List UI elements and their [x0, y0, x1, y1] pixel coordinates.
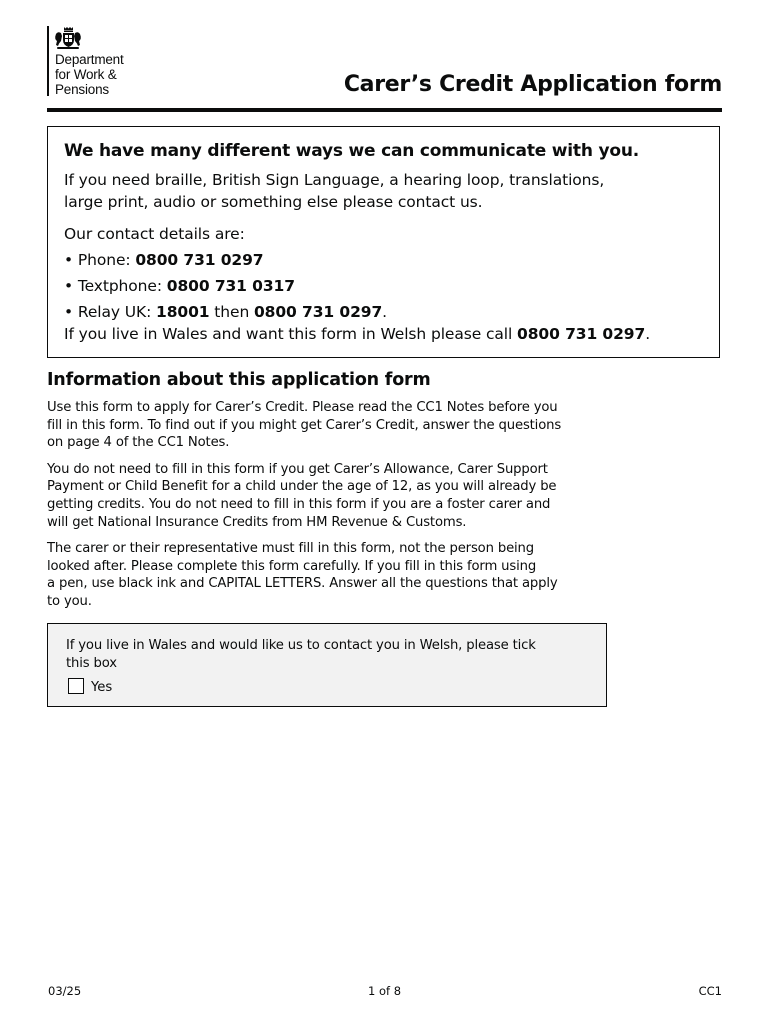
welsh-call-text: If you live in Wales and want this form in Welsh please call [64, 325, 518, 343]
relay-then: then [209, 303, 254, 321]
welsh-contact-line-2: this box [66, 655, 117, 671]
info-p2-line-1: You do not need to fill in this form if you get Carer’s Allowance, Carer Support [47, 461, 548, 477]
info-heading: Information about this application form [47, 370, 431, 390]
info-p2-line-4: will get National Insurance Credits from HM Revenue & Customs. [47, 514, 467, 530]
footer-page-number: 1 of 8 [368, 984, 402, 998]
footer-form-code: CC1 [698, 984, 722, 998]
logo-line-1: Department [55, 52, 124, 67]
logo-rule [47, 26, 49, 96]
relay-label: • Relay UK: [64, 303, 157, 321]
form-title: Carer’s Credit Application form [343, 72, 722, 97]
relay-prefix: 18001 [156, 303, 210, 321]
info-p1-line-2: fill in this form. To find out if you might get Carer’s Credit, answer the questions [47, 417, 562, 433]
welsh-yes-option [66, 676, 588, 696]
welsh-yes-checkbox[interactable] [68, 678, 84, 694]
info-paragraph-2 [47, 461, 607, 531]
welsh-contact-box [47, 623, 607, 707]
royal-crest-icon [53, 25, 83, 51]
welsh-contact-text [66, 637, 588, 672]
info-paragraph-3 [47, 540, 607, 610]
info-body [47, 399, 607, 620]
logo-line-3: Pensions [55, 82, 109, 97]
contact-relay [64, 301, 703, 323]
communication-box [47, 126, 720, 358]
relay-end: . [382, 303, 387, 321]
contact-intro: Our contact details are: [64, 225, 245, 243]
communication-intro-line-2: large print, audio or something else please contact us. [64, 193, 483, 211]
info-p3-line-4: to you. [47, 593, 92, 609]
contact-textphone [64, 275, 703, 297]
info-p2-line-3: getting credits. You do not need to fill in this form if you are a foster carer and [47, 496, 551, 512]
welsh-end: . [645, 325, 651, 343]
info-p2-line-2: Payment or Child Benefit for a child under the age of 12, as you will already be [47, 479, 557, 495]
welsh-contact-line-1: If you live in Wales and would like us to contact you in Welsh, please tick [66, 638, 536, 653]
info-paragraph-1 [47, 399, 607, 452]
footer-date-code: 03/25 [48, 984, 82, 998]
logo-line-2: for Work & [55, 67, 117, 82]
info-p3-line-1: The carer or their representative must fill in this form, not the person being [47, 541, 534, 557]
info-p3-line-2: looked after. Please complete this form carefully. If you fill in this form using [47, 558, 537, 574]
info-p1-line-3: on page 4 of the CC1 Notes. [47, 435, 230, 451]
info-p1-line-1: Use this form to apply for Carer’s Credit. Please read the CC1 Notes before you [47, 400, 558, 415]
phone-number: 0800 731 0297 [135, 251, 264, 269]
textphone-number: 0800 731 0317 [166, 277, 295, 295]
header-rule [47, 108, 722, 112]
contact-phone [64, 249, 703, 271]
communication-heading: We have many different ways we can communicate with you. [64, 141, 640, 161]
logo-wordmark [55, 52, 124, 97]
textphone-label: • Textphone: [64, 277, 167, 295]
info-p3-line-3: a pen, use black ink and CAPITAL LETTERS. Answer all the questions that apply [47, 576, 558, 592]
relay-number: 0800 731 0297 [254, 303, 383, 321]
dwp-logo [47, 22, 167, 98]
communication-intro-line-1: If you need braille, British Sign Language, a hearing loop, translations, [64, 171, 605, 189]
communication-intro [64, 169, 703, 213]
phone-label: • Phone: [64, 251, 136, 269]
contact-welsh [64, 323, 703, 345]
welsh-yes-label: Yes [91, 680, 113, 696]
welsh-number: 0800 731 0297 [517, 325, 646, 343]
